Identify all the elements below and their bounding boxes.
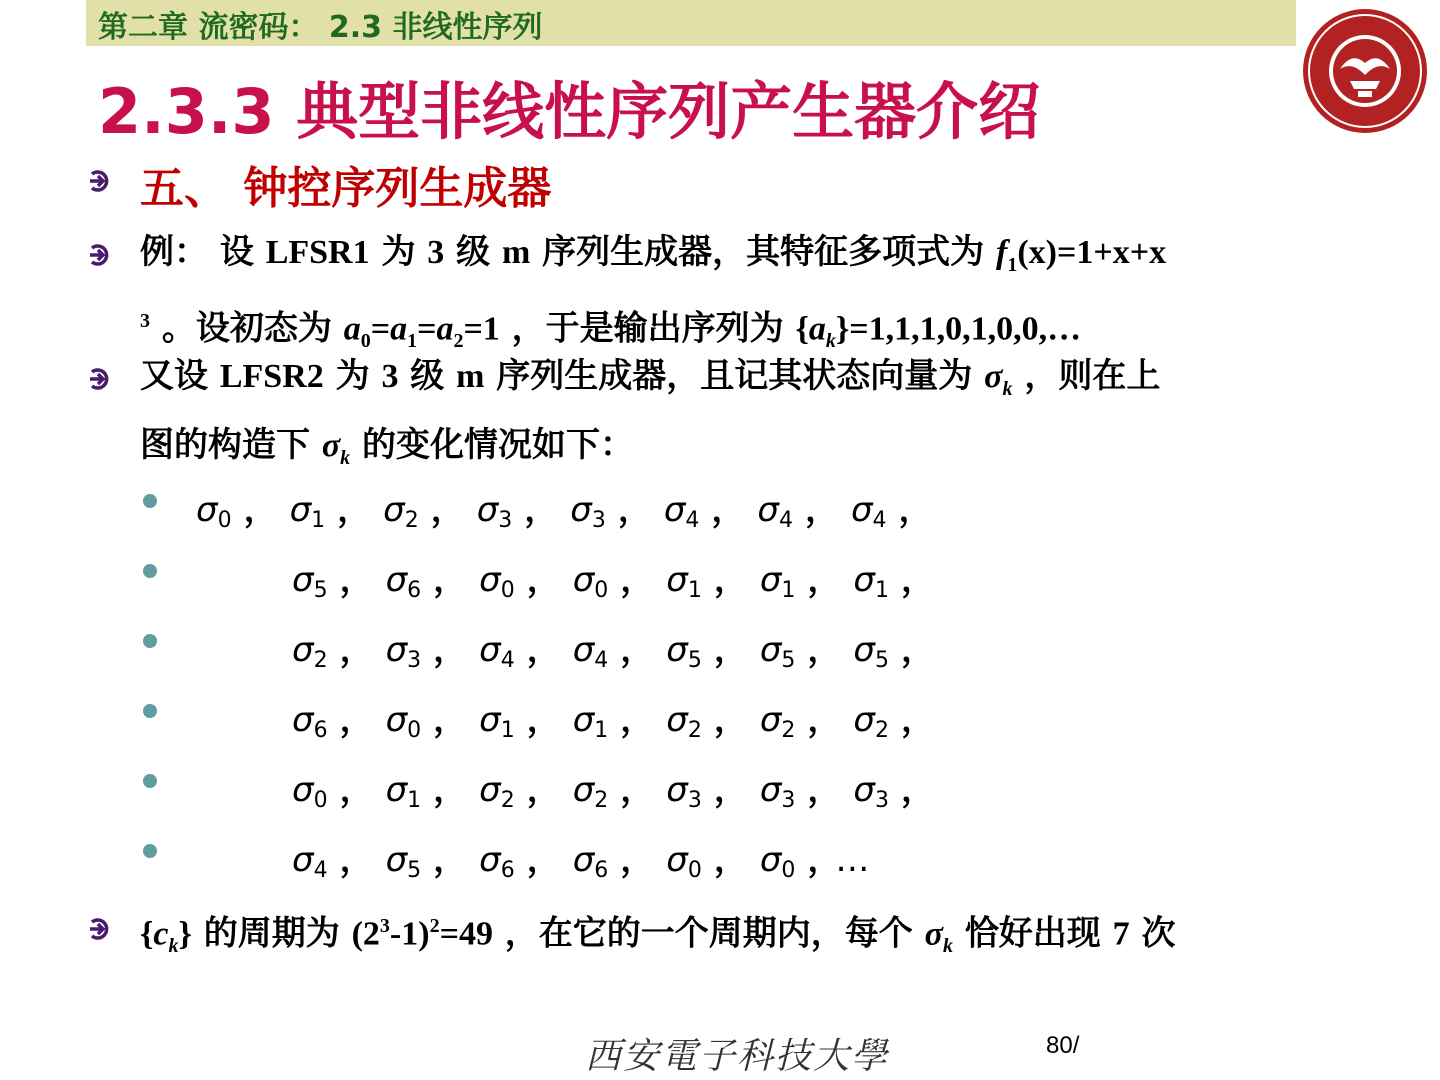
- sigma-term: $\sigma_5$: [853, 630, 889, 673]
- sigma-term: $\sigma_5$: [759, 630, 796, 673]
- sigma-term: $\sigma_6$: [572, 840, 609, 883]
- dot-bullet-icon: [143, 564, 157, 578]
- sigma-term: $\sigma_5$: [292, 560, 328, 603]
- sigma-separator: ，: [433, 700, 468, 740]
- sigma-separator: ，: [339, 630, 374, 670]
- lfsr2-line-1: 又设 LFSR2 为 3 级 m 序列生成器，且记其状态向量为 $\sigma_k$ ，则在上: [140, 356, 1161, 400]
- sigma-term: $\sigma_0$: [196, 490, 232, 533]
- arrow-bullet-icon: [86, 166, 116, 196]
- sigma-separator: ，: [620, 840, 655, 880]
- sigma-separator: ，: [526, 700, 561, 740]
- sigma-term: $\sigma_1$: [853, 560, 889, 603]
- arrow-bullet-icon: [86, 364, 116, 394]
- dot-bullet-icon: [143, 634, 157, 648]
- sigma-separator: ，: [337, 490, 372, 530]
- sigma-separator: ，: [804, 490, 839, 530]
- sigma-term: $\sigma_4$: [850, 490, 887, 533]
- sigma-row-1: [196, 482, 945, 533]
- sigma-row-4: [292, 692, 947, 743]
- period-paragraph: $\{c_k\}$ 的周期为 $(2^3-1)^2=49$ ，在它的一个周期内，每个 $\sigma_k$ 恰好出现 7 次: [140, 913, 1176, 958]
- sigma-term: $\sigma_0$: [572, 560, 609, 603]
- sigma-separator: ，: [713, 700, 748, 740]
- sigma-term: $\sigma_2$: [383, 490, 419, 533]
- sigma-separator: ，: [713, 630, 748, 670]
- sigma-term: $\sigma_0$: [666, 840, 702, 883]
- example-line-2: $^3$ 。设初态为 $a_0=a_1=a_2=1$ ，于是输出序列为 $\{a_k\}=1,1,1,0,1,0,0,\dots$: [140, 308, 1082, 352]
- sigma-row-2: [292, 552, 947, 603]
- arrow-bullet-icon: [86, 240, 116, 270]
- sigma-term: $\sigma_0$: [385, 700, 422, 743]
- dot-bullet-icon: [143, 494, 157, 508]
- sigma-separator: ，: [807, 700, 842, 740]
- sigma-term: $\sigma_1$: [289, 490, 326, 533]
- sigma-term: $\sigma_2$: [479, 770, 515, 813]
- sigma-separator: ，: [713, 840, 748, 880]
- sigma-term: $\sigma_3$: [385, 630, 422, 673]
- sigma-term: $\sigma_0$: [479, 560, 515, 603]
- sigma-separator: ，: [433, 770, 468, 810]
- sigma-separator: ，: [243, 490, 278, 530]
- sigma-term: $\sigma_2$: [572, 770, 609, 813]
- sigma-separator: ，: [524, 490, 559, 530]
- sigma-separator: ，: [620, 700, 655, 740]
- dot-bullet-icon: [143, 704, 157, 718]
- sigma-separator: ，: [433, 560, 468, 600]
- footer-university-logo: 西安電子科技大學: [585, 1036, 890, 1077]
- sigma-separator: ，: [900, 630, 935, 670]
- sigma-term: $\sigma_3$: [759, 770, 796, 813]
- chapter-header: 第二章 流密码： 2.3 非线性序列: [98, 10, 543, 45]
- sigma-term: $\sigma_4$: [292, 840, 328, 883]
- dot-bullet-icon: [143, 774, 157, 788]
- sigma-separator: ，: [713, 770, 748, 810]
- sigma-term: $\sigma_0$: [292, 770, 328, 813]
- sigma-term: $\sigma_4$: [479, 630, 515, 673]
- sigma-separator: ，: [898, 490, 933, 530]
- sigma-term: $\sigma_3$: [853, 770, 889, 813]
- sigma-term: $\sigma_3$: [666, 770, 702, 813]
- sigma-term: $\sigma_6$: [385, 560, 422, 603]
- sigma-term: $\sigma_4$: [572, 630, 609, 673]
- sigma-separator: ，: [620, 560, 655, 600]
- sigma-separator: ，: [339, 770, 374, 810]
- sigma-separator: ，: [900, 700, 935, 740]
- sigma-ellipsis: …: [835, 840, 870, 880]
- sigma-separator: ，: [433, 840, 468, 880]
- sigma-separator: ，: [713, 560, 748, 600]
- sigma-separator: ，: [617, 490, 652, 530]
- sigma-separator: ，: [339, 700, 374, 740]
- sigma-term: $\sigma_5$: [385, 840, 422, 883]
- sigma-separator: ，: [900, 560, 935, 600]
- sigma-term: $\sigma_6$: [479, 840, 515, 883]
- university-seal-icon: [1300, 3, 1430, 143]
- sigma-term: $\sigma_2$: [759, 700, 796, 743]
- arrow-bullet-icon: [86, 914, 116, 944]
- sigma-term: $\sigma_1$: [759, 560, 796, 603]
- sigma-separator: ，: [526, 840, 561, 880]
- sigma-separator: ，: [807, 630, 842, 670]
- page-number: 80/: [1046, 1032, 1080, 1059]
- sigma-separator: ，: [433, 630, 468, 670]
- sigma-term: $\sigma_1$: [572, 700, 609, 743]
- sigma-separator: ，: [620, 630, 655, 670]
- sigma-term: $\sigma_4$: [757, 490, 793, 533]
- dot-bullet-icon: [143, 844, 157, 858]
- sigma-separator: ，: [339, 840, 374, 880]
- sigma-term: $\sigma_6$: [292, 700, 328, 743]
- sigma-term: $\sigma_5$: [666, 630, 702, 673]
- lfsr2-line-2: 图的构造下 $\sigma_k$ 的变化情况如下：: [140, 424, 635, 469]
- sigma-separator: ，: [526, 630, 561, 670]
- sigma-term: $\sigma_1$: [385, 770, 422, 813]
- sigma-term: $\sigma_4$: [663, 490, 700, 533]
- sigma-term: $\sigma_3$: [570, 490, 606, 533]
- sigma-term: $\sigma_3$: [476, 490, 513, 533]
- sigma-row-3: [292, 622, 947, 673]
- sigma-term: $\sigma_2$: [292, 630, 328, 673]
- sigma-term: $\sigma_2$: [853, 700, 889, 743]
- lfsr2-paragraph: [140, 348, 1160, 486]
- slide-title: 2.3.3 典型非线性序列产生器介绍: [98, 75, 1041, 148]
- sigma-separator: ，: [620, 770, 655, 810]
- section-heading: 五、 钟控序列生成器: [140, 163, 552, 214]
- sigma-term: $\sigma_1$: [666, 560, 702, 603]
- sigma-separator: ，: [807, 770, 842, 810]
- sigma-term: $\sigma_2$: [666, 700, 702, 743]
- sigma-row-6: [292, 832, 869, 883]
- sigma-term: $\sigma_0$: [759, 840, 796, 883]
- sigma-separator: ，: [430, 490, 465, 530]
- sigma-separator: ，: [807, 560, 842, 600]
- sigma-separator: ，: [526, 770, 561, 810]
- sigma-term: $\sigma_1$: [479, 700, 515, 743]
- example-line-1: 例： 设 LFSR1 为 3 级 m 序列生成器，其特征多项式为 $f_1(x)=1+x+x$: [140, 232, 1167, 276]
- sigma-row-5: [292, 762, 947, 813]
- sigma-separator: ，: [339, 560, 374, 600]
- sigma-separator: ，: [900, 770, 935, 810]
- sigma-separator: ，: [711, 490, 746, 530]
- sigma-separator: ，: [526, 560, 561, 600]
- sigma-separator: ，: [807, 840, 842, 880]
